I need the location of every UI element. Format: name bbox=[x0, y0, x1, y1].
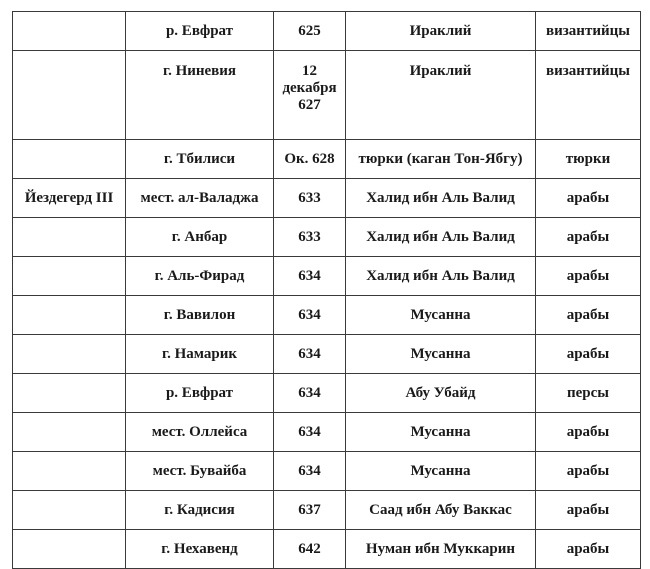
date-cell: Ок. 628 bbox=[274, 140, 346, 179]
commander-cell: Ираклий bbox=[346, 12, 536, 51]
place-cell: г. Нехавенд bbox=[126, 530, 274, 569]
ruler-cell: Йездегерд III bbox=[13, 179, 126, 218]
table-row bbox=[13, 335, 641, 374]
winner-cell: арабы bbox=[536, 179, 641, 218]
date-cell: 634 bbox=[274, 335, 346, 374]
winner-cell: арабы bbox=[536, 218, 641, 257]
place-cell: г. Тбилиси bbox=[126, 140, 274, 179]
commander-cell: Мусанна bbox=[346, 413, 536, 452]
ruler-cell bbox=[13, 413, 126, 452]
commander-cell: Нуман ибн Муккарин bbox=[346, 530, 536, 569]
date-line: декабря bbox=[282, 80, 337, 96]
commander-cell: Мусанна bbox=[346, 452, 536, 491]
battles-table bbox=[12, 11, 641, 569]
place-cell: р. Евфрат bbox=[126, 12, 274, 51]
place-cell: г. Вавилон bbox=[126, 296, 274, 335]
ruler-cell bbox=[13, 491, 126, 530]
commander-cell: Мусанна bbox=[346, 296, 536, 335]
commander-cell: Мусанна bbox=[346, 335, 536, 374]
table-row bbox=[13, 140, 641, 179]
commander-cell: Халид ибн Аль Валид bbox=[346, 218, 536, 257]
commander-cell: Халид ибн Аль Валид bbox=[346, 179, 536, 218]
table-row bbox=[13, 51, 641, 140]
place-cell: мест. Бувайба bbox=[126, 452, 274, 491]
table-row bbox=[13, 491, 641, 530]
ruler-cell bbox=[13, 218, 126, 257]
commander-cell: тюрки (каган Тон-Ябгу) bbox=[346, 140, 536, 179]
date-cell: 633 bbox=[274, 179, 346, 218]
date-cell: 633 bbox=[274, 218, 346, 257]
date-cell: 625 bbox=[274, 12, 346, 51]
date-cell: 634 bbox=[274, 257, 346, 296]
ruler-cell bbox=[13, 140, 126, 179]
table-row bbox=[13, 413, 641, 452]
place-cell: мест. ал-Валаджа bbox=[126, 179, 274, 218]
date-line: 627 bbox=[298, 97, 321, 113]
place-cell: г. Анбар bbox=[126, 218, 274, 257]
winner-cell: византийцы bbox=[536, 51, 641, 140]
winner-cell: арабы bbox=[536, 491, 641, 530]
table-row bbox=[13, 12, 641, 51]
ruler-cell bbox=[13, 335, 126, 374]
ruler-cell bbox=[13, 257, 126, 296]
winner-cell: тюрки bbox=[536, 140, 641, 179]
commander-cell: Абу Убайд bbox=[346, 374, 536, 413]
place-cell: г. Аль-Фирад bbox=[126, 257, 274, 296]
date-line: 12 bbox=[302, 63, 317, 79]
date-cell: 634 bbox=[274, 374, 346, 413]
place-cell: г. Намарик bbox=[126, 335, 274, 374]
table-row bbox=[13, 257, 641, 296]
table-row bbox=[13, 452, 641, 491]
commander-cell: Саад ибн Абу Ваккас bbox=[346, 491, 536, 530]
winner-cell: персы bbox=[536, 374, 641, 413]
ruler-cell bbox=[13, 51, 126, 140]
place-cell: мест. Оллейса bbox=[126, 413, 274, 452]
ruler-cell bbox=[13, 374, 126, 413]
date-cell: 637 bbox=[274, 491, 346, 530]
date-cell bbox=[274, 51, 346, 140]
winner-cell: арабы bbox=[536, 296, 641, 335]
ruler-cell bbox=[13, 12, 126, 51]
table-row bbox=[13, 218, 641, 257]
table-row bbox=[13, 179, 641, 218]
ruler-cell bbox=[13, 452, 126, 491]
winner-cell: арабы bbox=[536, 335, 641, 374]
winner-cell: арабы bbox=[536, 257, 641, 296]
place-cell: р. Евфрат bbox=[126, 374, 274, 413]
place-cell: г. Кадисия bbox=[126, 491, 274, 530]
date-cell: 642 bbox=[274, 530, 346, 569]
winner-cell: арабы bbox=[536, 530, 641, 569]
commander-cell: Ираклий bbox=[346, 51, 536, 140]
winner-cell: византийцы bbox=[536, 12, 641, 51]
date-cell: 634 bbox=[274, 413, 346, 452]
commander-cell: Халид ибн Аль Валид bbox=[346, 257, 536, 296]
ruler-cell bbox=[13, 296, 126, 335]
winner-cell: арабы bbox=[536, 413, 641, 452]
table-row bbox=[13, 296, 641, 335]
place-cell: г. Ниневия bbox=[126, 51, 274, 140]
date-cell: 634 bbox=[274, 296, 346, 335]
date-cell: 634 bbox=[274, 452, 346, 491]
winner-cell: арабы bbox=[536, 452, 641, 491]
table-row bbox=[13, 374, 641, 413]
